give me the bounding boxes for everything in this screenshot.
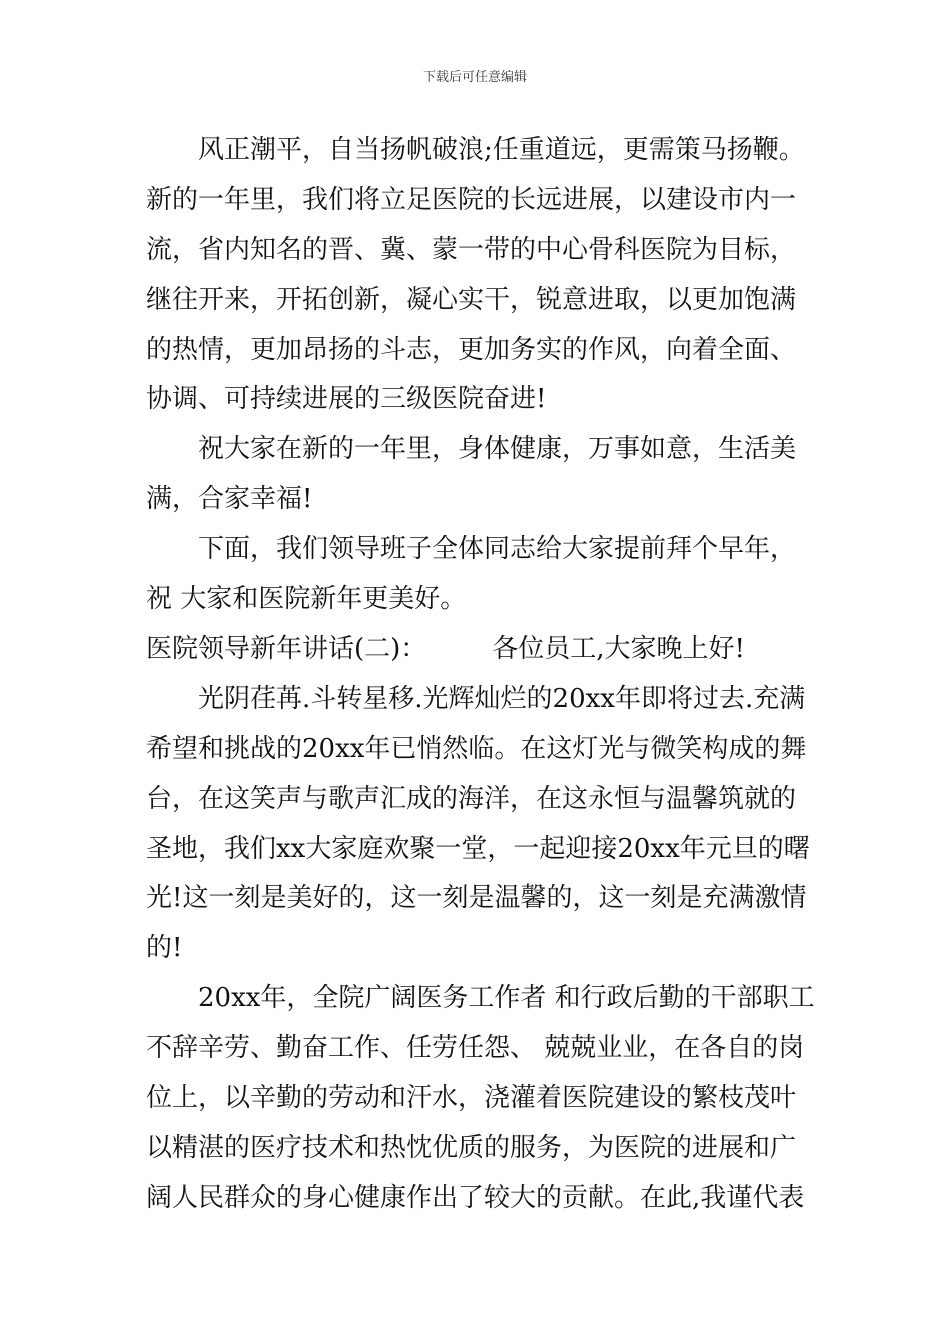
paragraph-line: 光!这一刻是美好的，这一刻是温馨的，这一刻是充满激情 (146, 883, 807, 913)
paragraph-line: 希望和挑战的20xx年已悄然临。在这灯光与微笑构成的舞 (146, 734, 807, 764)
section-title: 医院领导新年讲话(二)： (146, 634, 427, 664)
paragraph-line: 下面，我们领导班子全体同志给大家提前拜个早年， (198, 534, 797, 564)
paragraph-line: 继往开来，开拓创新，凝心实干，锐意进取，以更加饱满 (146, 285, 797, 315)
paragraph-line: 新的一年里，我们将立足医院的长远进展，以建设市内一 (146, 185, 797, 215)
paragraph-line: 位上，以辛勤的劳动和汗水，浇灌着医院建设的繁枝茂叶 (146, 1083, 797, 1113)
paragraph-line: 流，省内知名的晋、冀、蒙一带的中心骨科医院为目标， (146, 235, 797, 265)
paragraph-line: 台，在这笑声与歌声汇成的海洋，在这永恒与温馨筑就的 (146, 784, 797, 814)
paragraph-line: 满，合家幸福! (146, 484, 313, 514)
page-header: 下载后可任意编辑 (422, 70, 527, 85)
section-heading (146, 632, 816, 666)
paragraph-line: 20xx年，全院广阔医务工作者 和行政后勤的干部职工 (198, 983, 815, 1013)
paragraph-line: 光阴荏苒.斗转星移.光辉灿烂的20xx年即将过去.充满 (198, 684, 806, 714)
paragraph-line: 阔人民群众的身心健康作出了较大的贡献。在此,我谨代表 (146, 1183, 805, 1213)
paragraph-line: 圣地，我们xx大家庭欢聚一堂，一起迎接20xx年元旦的曙 (146, 834, 810, 864)
paragraph-line: 以精湛的医疗技术和热忱优质的服务，为医院的进展和广 (146, 1133, 797, 1163)
paragraph-line: 的热情，更加昂扬的斗志，更加务实的作风，向着全面、 (146, 335, 797, 365)
paragraph-line: 协调、可持续进展的三级医院奋进! (146, 384, 547, 414)
paragraph-line: 风正潮平，自当扬帆破浪;任重道远，更需策马扬鞭。 (198, 135, 805, 165)
paragraph-line: 的! (146, 933, 183, 963)
section-greeting: 各位员工,大家晚上好! (492, 634, 746, 664)
paragraph-line: 不辞辛劳、勤奋工作、任劳任怨、 兢兢业业，在各自的岗 (146, 1033, 805, 1063)
paragraph-line: 祝 大家和医院新年更美好。 (146, 584, 467, 614)
paragraph-line: 祝大家在新的一年里，身体健康，万事如意，生活美 (198, 434, 797, 464)
